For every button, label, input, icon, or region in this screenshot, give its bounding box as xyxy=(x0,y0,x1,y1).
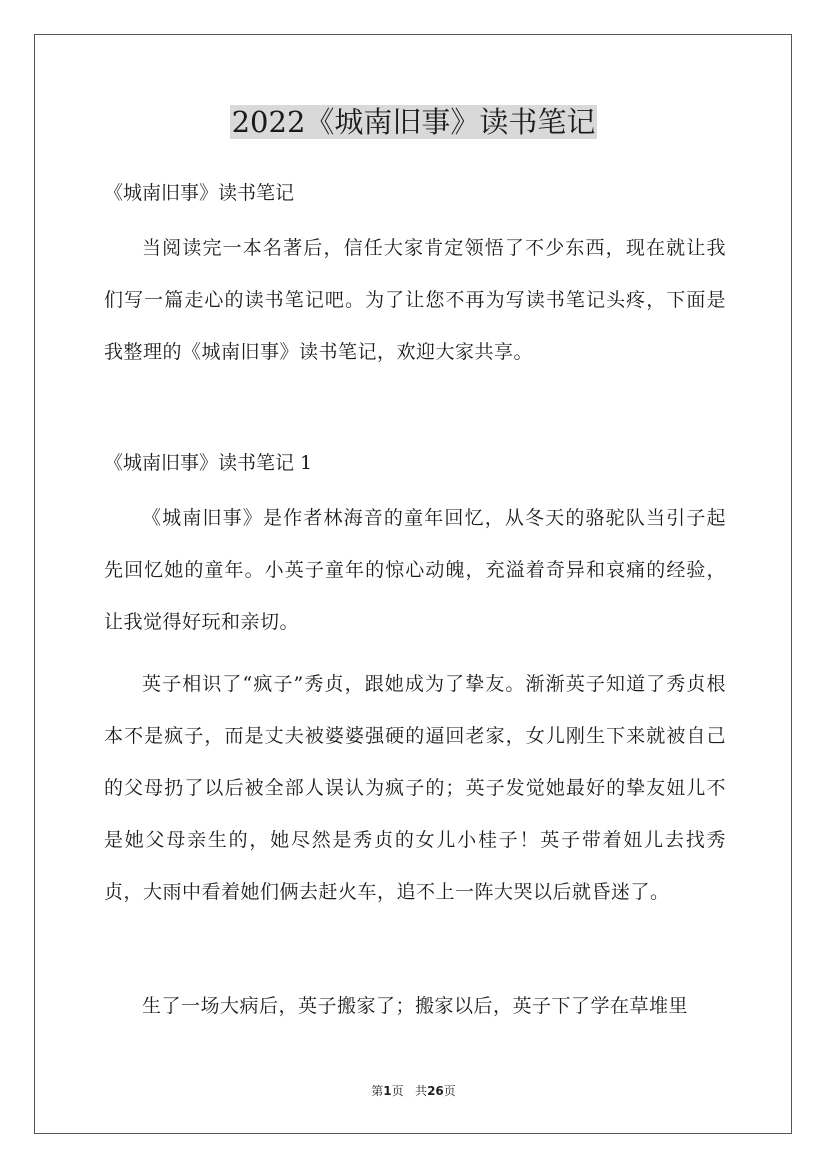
total-suffix: 页 xyxy=(443,1084,456,1098)
page-number: 1 xyxy=(383,1084,392,1098)
page-footer xyxy=(0,1083,827,1099)
page-prefix: 第 xyxy=(371,1084,384,1098)
body-paragraph-1: 《城南旧事》是作者林海音的童年回忆，从冬天的骆驼队当引子起先回忆她的童年。小英子童年的惊心动魄，充溢着奇异和哀痛的经验，让我觉得好玩和亲切。 xyxy=(104,507,726,633)
body-paragraph-3: 生了一场大病后，英子搬家了；搬家以后，英子下了学在草堆里 xyxy=(142,995,689,1017)
document-title xyxy=(0,100,827,144)
body-paragraph-2: 英子相识了“疯子”秀贞，跟她成为了挚友。渐渐英子知道了秀贞根本不是疯子，而是丈夫被婆婆强硬的逼回老家，女儿刚生下来就被自己的父母扔了以后被全部人误认为疯子的；英子发觉她最好的挚友妞儿不是她父母亲生的，她尽然是秀贞的女儿小桂子！英子带着妞儿去找秀贞，大雨中看着她们俩去赶火车，追不上一阵大哭以后就昏迷了。 xyxy=(104,673,726,903)
intro-paragraph: 当阅读完一本名著后，信任大家肯定领悟了不少东西，现在就让我们写一篇走心的读书笔记吧。为了让您不再为写读书笔记头疼，下面是我整理的《城南旧事》读书笔记，欢迎大家共享。 xyxy=(104,237,726,363)
page-suffix: 页 xyxy=(391,1084,404,1098)
document-subtitle: 《城南旧事》读书笔记 xyxy=(104,182,295,204)
document-title-text: 2022《城南旧事》读书笔记 xyxy=(231,105,596,139)
total-prefix: 共 xyxy=(415,1084,428,1098)
total-pages: 26 xyxy=(427,1084,444,1098)
section-heading: 《城南旧事》读书笔记 1 xyxy=(104,452,313,474)
